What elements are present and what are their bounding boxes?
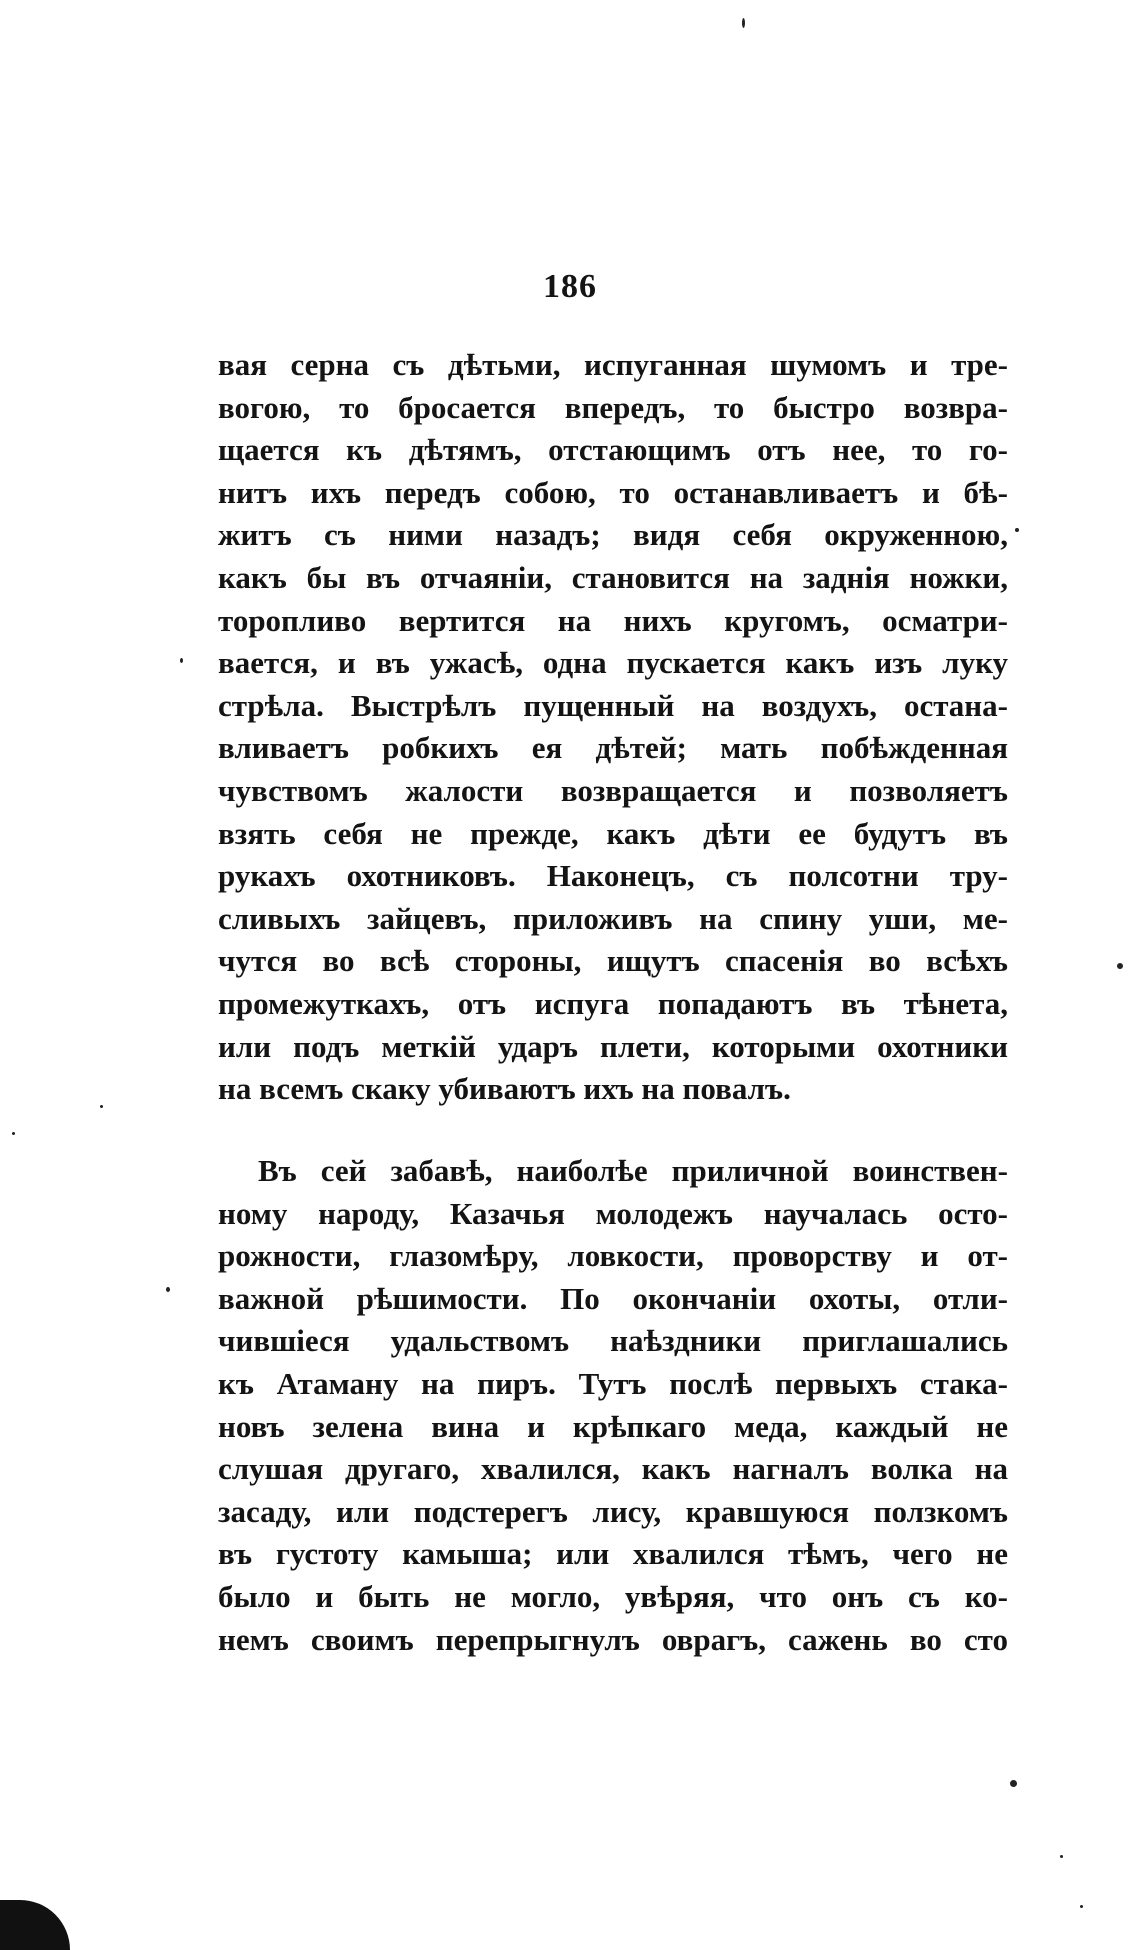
- text-line: новъ зелена вина и крѣпкаго меда, каждый не: [218, 1408, 1008, 1444]
- scan-speck: [742, 18, 745, 28]
- scan-speck: [12, 1132, 15, 1135]
- text-line: немъ своимъ перепрыгнулъ оврагъ, сажень во сто: [218, 1621, 1008, 1657]
- paragraph-2: [218, 1150, 1008, 1661]
- text-line: щается къ дѣтямъ, отстающимъ отъ нее, то го-: [218, 432, 1008, 468]
- text-line: или подъ меткiй ударъ плети, которыми охотники: [218, 1028, 1008, 1064]
- text-line: важной рѣшимости. По окончанiи охоты, отли-: [218, 1280, 1008, 1316]
- text-line: слушая другаго, хвалился, какъ нагналъ волка на: [218, 1451, 1008, 1487]
- text-line: вается, и въ ужасѣ, одна пускается какъ изъ луку: [218, 645, 1008, 681]
- text-line: Въ сей забавѣ, наиболѣе приличной воинствен-: [258, 1153, 1008, 1188]
- scan-speck: [180, 658, 183, 663]
- text-line: вая серна съ дѣтьми, испуганная шумомъ и тре-: [218, 347, 1008, 382]
- text-line: ному народу, Казачья молодежъ научалась осто-: [218, 1195, 1008, 1231]
- text-line: взять себя не прежде, какъ дѣти ее будутъ въ: [218, 815, 1008, 851]
- text-line: засаду, или подстерегъ лису, кравшуюся ползкомъ: [218, 1493, 1008, 1529]
- scan-speck: [1060, 1855, 1063, 1858]
- text-line: стрѣла. Выстрѣлъ пущенный на воздухъ, остана-: [218, 687, 1008, 723]
- text-line: рожности, глазомѣру, ловкости, проворству и от-: [218, 1238, 1008, 1274]
- text-line: въ густоту камыша; или хвалился тѣмъ, чего не: [218, 1536, 1008, 1572]
- text-line: чувствомъ жалости возвращается и позволяетъ: [218, 772, 1008, 808]
- scan-edge-blot: [0, 1900, 70, 1950]
- text-line: вливаетъ робкихъ ея дѣтей; мать побѣжденная: [218, 730, 1008, 766]
- text-line: торопливо вертится на нихъ кругомъ, осматри-: [218, 602, 1008, 638]
- text-line: чутся во всѣ стороны, ищутъ спасенiя во всѣхъ: [218, 943, 1008, 979]
- text-line: вогою, то бросается впередъ, то быстро возвра-: [218, 389, 1008, 425]
- scan-speck: [1010, 1780, 1017, 1787]
- text-line: нитъ ихъ передъ собою, то останавливаетъ и бѣ-: [218, 474, 1008, 510]
- scan-speck: [166, 1287, 170, 1292]
- text-line: чившiеся удальствомъ наѣздники приглашались: [218, 1323, 1008, 1359]
- text-line: на всемъ скаку убиваютъ ихъ на повалъ.: [218, 1071, 791, 1107]
- page-number: 186: [543, 268, 597, 305]
- scan-speck: [1080, 1905, 1083, 1908]
- scan-speck: [100, 1105, 103, 1108]
- text-line: промежуткахъ, отъ испуга попадаютъ въ тѣнета,: [218, 985, 1008, 1021]
- text-line: рукахъ охотниковъ. Наконецъ, съ полсотни тру-: [218, 858, 1008, 894]
- text-line: какъ бы въ отчаянiи, становится на заднiя ножки,: [218, 559, 1008, 595]
- paragraph-1: [218, 344, 1008, 1111]
- text-line: къ Атаману на пиръ. Тутъ послѣ первыхъ стака-: [218, 1365, 1008, 1401]
- scan-speck: [1117, 963, 1123, 969]
- text-line: житъ съ ними назадъ; видя себя окруженною,: [218, 517, 1008, 553]
- text-line: сливыхъ зайцевъ, приложивъ на спину уши, ме-: [218, 900, 1008, 936]
- text-line: было и быть не могло, увѣряя, что онъ съ ко-: [218, 1578, 1008, 1614]
- scan-speck: [1015, 528, 1019, 532]
